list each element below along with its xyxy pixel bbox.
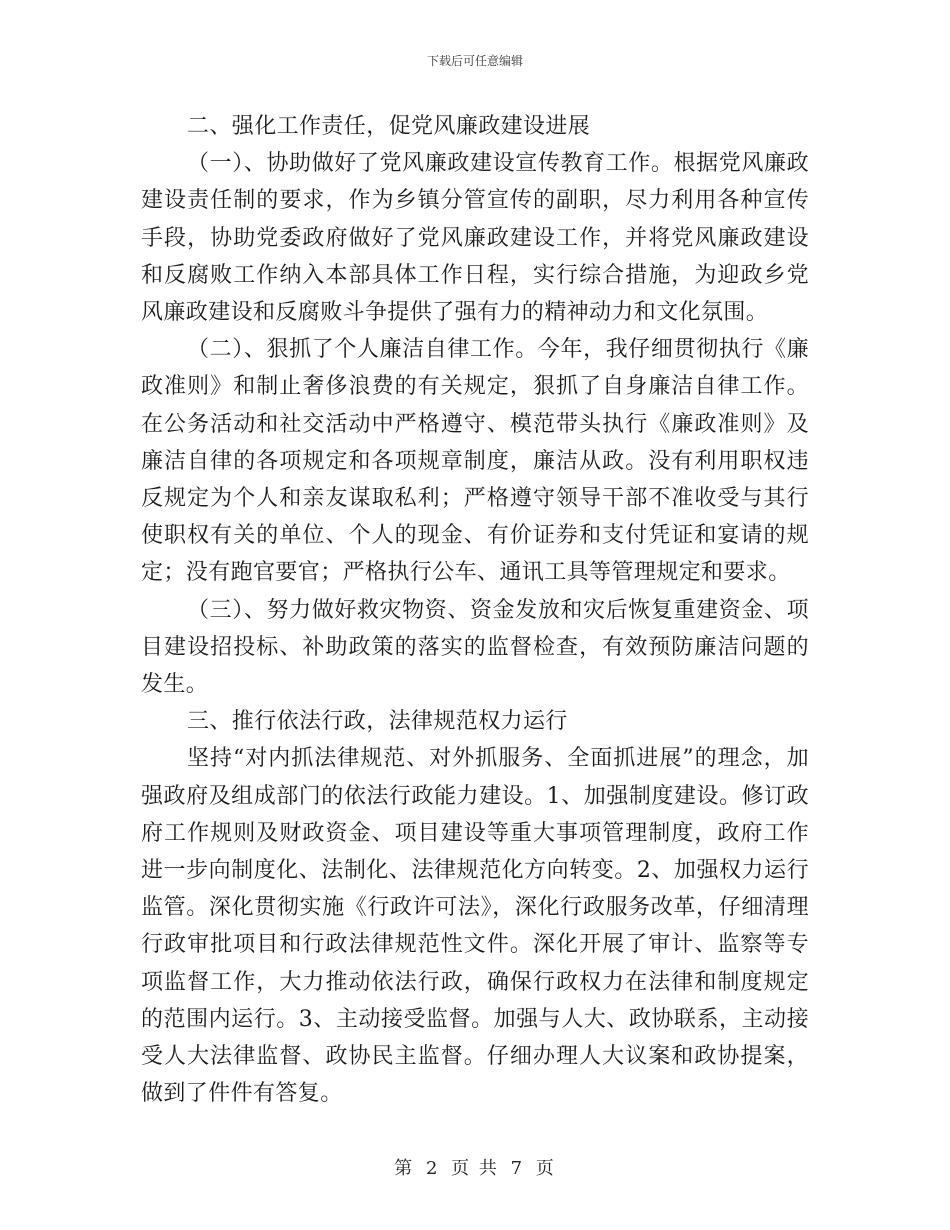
current-page-number: 2 (425, 1158, 440, 1179)
document-body (141, 108, 809, 1112)
page-footer (0, 1154, 950, 1180)
footer-suffix: 页 (535, 1158, 556, 1179)
total-page-count: 7 (510, 1158, 525, 1179)
paragraph-2-3: （三）、努力做好救灾物资、资金发放和灾后恢复重建资金、项目建设招投标、补助政策的落实的监督检查，有效预防廉洁问题的发生。 (141, 597, 809, 698)
section-heading-2: 二、强化工作责任，促党风廉政建设进展 (187, 114, 591, 139)
footer-prefix: 第 (394, 1158, 415, 1179)
page-header-note: 下载后可任意编辑 (426, 54, 523, 68)
paragraph-2-2: （二）、狠抓了个人廉洁自律工作。今年，我仔细贯彻执行《廉政准则》和制止奢侈浪费的有关规定，狠抓了自身廉洁自律工作。在公务活动和社交活动中严格遵守、模范带头执行《廉政准则》及廉洁自律的各项规定和各项规章制度，廉洁从政。没有利用职权违反规定为个人和亲友谋取私利；严格遵守领导干部不准收受与其行使职权有关的单位、个人的现金、有价证券和支付凭证和宴请的规定；没有跑官要官；严格执行公车、通讯工具等管理规定和要求。 (141, 337, 809, 586)
paragraph-2-1: （一）、协助做好了党风廉政建设宣传教育工作。根据党风廉政建设责任制的要求，作为乡镇分管宣传的副职，尽力利用各种宣传手段，协助党委政府做好了党风廉政建设工作，并将党风廉政建设和反腐败工作纳入本部具体工作日程，实行综合措施，为迎政乡党风廉政建设和反腐败斗争提供了强有力的精神动力和文化氛围。 (141, 151, 809, 326)
paragraph-3-1: 坚持“对内抓法律规范、对外抓服务、全面抓进展”的理念，加强政府及组成部门的依法行政能力建设。1、加强制度建设。修订政府工作规则及财政资金、项目建设等重大事项管理制度，政府工作进一步向制度化、法制化、法律规范化方向转变。2、加强权力运行监管。深化贯彻实施《行政许可法》，深化行政服务改革，仔细清理行政审批项目和行政法律规范性文件。深化开展了审计、监察等专项监督工作，大力推动依法行政，确保行政权力在法律和制度规定的范围内运行。3、主动接受监督。加强与人大、政协联系，主动接受人大法律监督、政协民主监督。仔细办理人大议案和政协提案，做到了件件有答复。 (141, 746, 809, 1107)
section-heading-3: 三、推行依法行政，法律规范权力运行 (187, 709, 568, 735)
footer-middle: 页 共 (451, 1158, 499, 1179)
